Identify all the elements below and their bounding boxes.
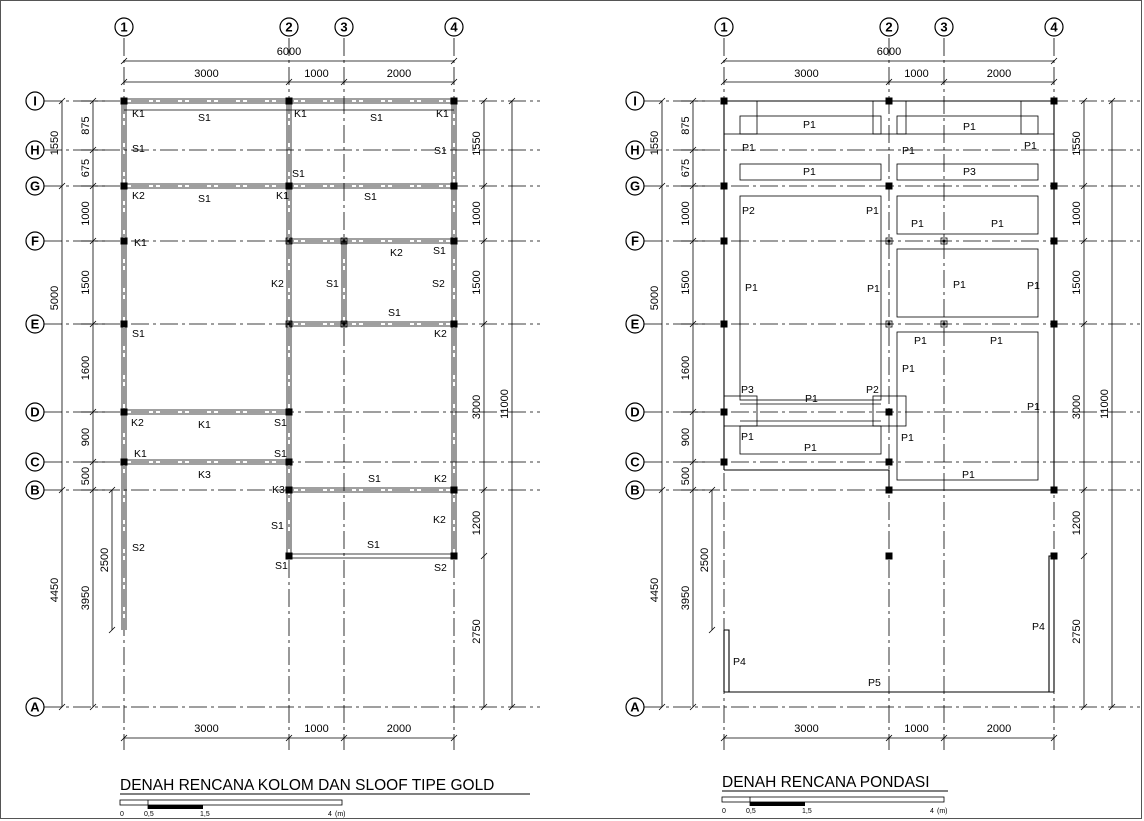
column: [121, 409, 128, 416]
dim-left-mid: 1550: [49, 130, 61, 156]
member-label: S1: [367, 539, 380, 551]
column: [451, 487, 458, 494]
grid-bubble-label: B: [630, 482, 640, 498]
column: [121, 98, 128, 105]
member-label: K3: [272, 484, 285, 496]
column: [286, 409, 293, 416]
grid-bubble-label: G: [629, 178, 641, 194]
grid-bubble-label: A: [30, 699, 40, 715]
member-label: S1: [370, 112, 383, 124]
scale-label: 4: [930, 808, 934, 815]
column-small-core: [288, 240, 291, 243]
grid-bubble-label: 2: [885, 19, 893, 35]
scale-unit: (m): [335, 811, 346, 818]
dim-bottom: 3000: [194, 723, 219, 735]
column: [286, 553, 293, 560]
dim-2500: 2500: [99, 547, 111, 573]
member-label: K1: [198, 419, 211, 431]
dim-right: 1000: [471, 201, 483, 226]
scale-label: 4: [328, 811, 332, 818]
dim-bottom: 3000: [794, 723, 819, 735]
dim-bottom: 1000: [904, 723, 929, 735]
grid-bubble-label: I: [633, 93, 637, 109]
grid-bubble-label: 3: [940, 19, 948, 35]
member-label: P2: [866, 384, 879, 396]
member-label: S1: [434, 145, 447, 157]
column: [721, 183, 728, 190]
column: [451, 321, 458, 328]
member-label: K2: [390, 247, 403, 259]
scale-label: 0: [120, 811, 124, 818]
grid-bubble-label: C: [30, 454, 40, 470]
member-label: S1: [132, 328, 145, 340]
dim-right: 1550: [1071, 131, 1083, 156]
scale-label: 0: [722, 808, 726, 815]
column: [1051, 487, 1058, 494]
member-label: S1: [274, 448, 287, 460]
column: [1051, 98, 1058, 105]
column-small-core: [888, 240, 891, 243]
member-label: P3: [963, 166, 976, 178]
member-label: K1: [134, 237, 147, 249]
column: [721, 238, 728, 245]
member-label: P4: [1032, 621, 1045, 633]
dim-left-mid: 1550: [649, 130, 661, 156]
dim-left-inner: 1500: [80, 270, 92, 295]
dim-right-total: 11000: [499, 389, 511, 419]
dim-right: 3000: [471, 394, 483, 420]
member-label: P3: [741, 384, 754, 396]
dim-left-inner: 1000: [680, 201, 692, 226]
member-label: S1: [275, 560, 288, 572]
column: [451, 183, 458, 190]
grid-bubble-label: C: [630, 454, 640, 470]
scale-label: 0,5: [746, 808, 756, 815]
column: [721, 409, 728, 416]
plan-title: DENAH RENCANA KOLOM DAN SLOOF TIPE GOLD: [120, 777, 495, 794]
column: [721, 98, 728, 105]
member-label: S1: [274, 417, 287, 429]
member-label: P1: [991, 218, 1004, 230]
scale-bar: [722, 797, 944, 802]
scale-label: 1,5: [200, 811, 210, 818]
member-label: K1: [436, 108, 449, 120]
dim-left-mid: 5000: [49, 285, 61, 311]
column: [1051, 183, 1058, 190]
scale-bar-fill: [750, 802, 805, 806]
member-label: K1: [132, 108, 145, 120]
pad: [724, 396, 757, 426]
member-label: P4: [733, 656, 746, 668]
member-label: P1: [963, 121, 976, 133]
dim-left-mid: 5000: [649, 285, 661, 311]
grid-bubble-label: F: [631, 233, 639, 249]
dim-left-inner: 1500: [680, 270, 692, 295]
column: [721, 459, 728, 466]
dim-right: 1000: [1071, 201, 1083, 226]
dim-left-inner: 900: [80, 427, 92, 447]
member-label: K1: [134, 448, 147, 460]
dim-total: 6000: [276, 46, 302, 58]
member-label: S1: [388, 307, 401, 319]
dim-right: 1500: [1071, 270, 1083, 295]
member-label: K2: [433, 514, 446, 526]
member-label: P1: [962, 469, 975, 481]
dim-left-inner: 500: [80, 466, 92, 486]
column: [451, 553, 458, 560]
column: [886, 98, 893, 105]
dim-right: 1550: [471, 131, 483, 156]
dim-left-inner: 1000: [80, 201, 92, 226]
member-label: S1: [198, 193, 211, 205]
grid-bubble-label: 1: [720, 19, 728, 35]
column-small-core: [943, 323, 946, 326]
dim-bottom: 1000: [304, 723, 329, 735]
grid-bubble-label: 4: [1050, 19, 1058, 35]
dim-left-inner: 675: [80, 158, 92, 178]
dim-right: 2750: [1071, 619, 1083, 644]
member-label: P5: [868, 677, 881, 689]
member-label: P2: [742, 205, 755, 217]
member-label: S1: [198, 112, 211, 124]
pad: [740, 196, 881, 400]
column: [1051, 553, 1058, 560]
column: [1051, 321, 1058, 328]
column: [886, 459, 893, 466]
dim-right: 1200: [471, 510, 483, 536]
member-label: P1: [803, 119, 816, 131]
plan-kolom-sloof: [26, 18, 540, 818]
plan-title: DENAH RENCANA PONDASI: [722, 774, 930, 791]
member-label: S1: [132, 143, 145, 155]
member-label: S2: [132, 542, 145, 554]
member-label: S2: [432, 278, 445, 290]
member-label: P1: [901, 432, 914, 444]
member-label: S1: [326, 278, 339, 290]
member-label: S1: [364, 191, 377, 203]
grid-bubble-label: I: [33, 93, 37, 109]
dim-left-inner: 875: [80, 116, 92, 135]
member-label: P1: [741, 431, 754, 443]
dim-left-mid: 4450: [649, 577, 661, 603]
grid-bubble-label: F: [31, 233, 39, 249]
column: [886, 487, 893, 494]
column: [286, 183, 293, 190]
scale-label: 0,5: [144, 811, 154, 818]
member-label: K2: [132, 190, 145, 202]
dim-left-inner: 1600: [680, 355, 692, 381]
dim-2500: 2500: [699, 547, 711, 573]
scale-label: 1,5: [802, 808, 812, 815]
dim-left-inner: 875: [680, 116, 692, 135]
dim-left-inner: 1600: [80, 355, 92, 381]
member-label: P1: [1024, 140, 1037, 152]
grid-bubble-label: 2: [285, 19, 293, 35]
dim-3950: 3950: [80, 585, 92, 611]
dim-right: 3000: [1071, 394, 1083, 420]
column-small-core: [288, 323, 291, 326]
pad: [724, 101, 757, 134]
column: [1051, 238, 1058, 245]
grid-bubble-label: D: [30, 404, 40, 420]
member-label: S1: [368, 473, 381, 485]
member-label: P1: [1027, 280, 1040, 292]
member-label: P1: [953, 279, 966, 291]
dim-right: 2750: [471, 619, 483, 644]
member-label: P1: [866, 205, 879, 217]
grid-bubble-label: A: [630, 699, 640, 715]
member-label: K2: [271, 278, 284, 290]
member-label: K3: [198, 469, 211, 481]
grid-bubble-label: E: [30, 316, 40, 332]
dim-part: 3000: [794, 68, 819, 80]
grid-bubble-label: H: [30, 142, 40, 158]
column-small-core: [343, 323, 346, 326]
member-label: K2: [434, 473, 447, 485]
column: [286, 98, 293, 105]
member-label: P1: [911, 218, 924, 230]
member-label: K1: [276, 190, 289, 202]
pad: [873, 101, 906, 134]
dim-right-total: 11000: [1099, 389, 1111, 419]
grid-bubble-label: H: [630, 142, 640, 158]
dim-left-inner: 500: [680, 466, 692, 486]
member-label: P1: [1027, 401, 1040, 413]
member-label: S1: [271, 520, 284, 532]
dim-part: 2000: [986, 68, 1012, 80]
pad: [1021, 101, 1054, 134]
member-label: P1: [745, 282, 758, 294]
member-label: P1: [804, 442, 817, 454]
member-label: K2: [131, 417, 144, 429]
column: [451, 98, 458, 105]
member-label: P1: [914, 335, 927, 347]
pad: [897, 332, 1038, 480]
dim-bottom: 2000: [386, 723, 412, 735]
dim-bottom: 2000: [986, 723, 1012, 735]
grid-bubble-label: E: [630, 316, 640, 332]
grid-bubble-label: 3: [340, 19, 348, 35]
member-label: P1: [902, 363, 915, 375]
pad: [897, 249, 1038, 317]
scale-unit: (m): [937, 808, 948, 815]
member-label: S2: [434, 562, 447, 574]
member-label: P1: [902, 145, 915, 157]
member-label: K2: [434, 328, 447, 340]
column-small-core: [343, 240, 346, 243]
column-small-core: [888, 323, 891, 326]
dim-left-mid: 4450: [49, 577, 61, 603]
member-label: P1: [867, 283, 880, 295]
dim-left-inner: 900: [680, 427, 692, 447]
grid-bubble-label: G: [29, 178, 41, 194]
column: [886, 183, 893, 190]
grid-bubble-label: B: [30, 482, 40, 498]
grid-bubble-label: D: [630, 404, 640, 420]
column: [121, 321, 128, 328]
scale-bar-fill: [148, 805, 203, 809]
grid-bubble-label: 1: [120, 19, 128, 35]
member-label: S1: [433, 245, 446, 257]
dim-part: 3000: [194, 68, 219, 80]
column: [286, 487, 293, 494]
dim-part: 1000: [304, 68, 329, 80]
dim-total: 6000: [876, 46, 902, 58]
column: [121, 183, 128, 190]
member-label: K1: [294, 108, 307, 120]
column-small-core: [943, 240, 946, 243]
member-label: P1: [990, 335, 1003, 347]
column: [121, 459, 128, 466]
member-label: S1: [292, 168, 305, 180]
dim-left-inner: 675: [680, 158, 692, 178]
column: [121, 238, 128, 245]
dim-3950: 3950: [680, 585, 692, 611]
scale-bar: [120, 800, 342, 805]
plan-pondasi: [626, 18, 1140, 815]
column: [886, 553, 893, 560]
dim-part: 1000: [904, 68, 929, 80]
dim-right: 1500: [471, 270, 483, 295]
member-label: P1: [803, 166, 816, 178]
member-label: P1: [742, 142, 755, 154]
grid-bubble-label: 4: [450, 19, 458, 35]
column: [451, 238, 458, 245]
dim-right: 1200: [1071, 510, 1083, 536]
dim-part: 2000: [386, 68, 412, 80]
member-label: P1: [805, 393, 818, 405]
column: [721, 321, 728, 328]
column: [886, 409, 893, 416]
